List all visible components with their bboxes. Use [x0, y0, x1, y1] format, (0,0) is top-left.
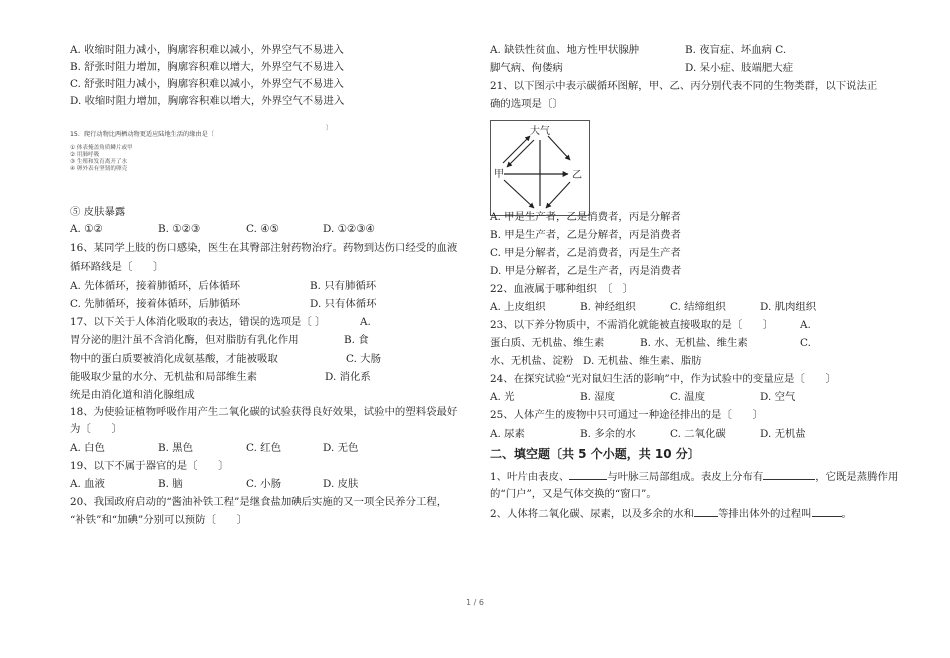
q23-option-c: 水、无机盐、淀粉 [490, 355, 574, 367]
q15-item-5: ⑤ 皮肤暴露 [70, 206, 126, 218]
q21-option-c: C. 甲是分解者，乙是消费者，丙是生产者 [490, 247, 681, 259]
q18-option-d: D. 无色 [323, 442, 359, 454]
q21-stem-1: 21、以下图示中表示碳循环图解，甲、乙、丙分别代表不同的生物类群，以下说法正 [490, 80, 878, 92]
q15-option-c: C. ④⑤ [246, 223, 279, 235]
q25-option-c: C. 二氧化碳 [670, 428, 726, 440]
q23-option-d: D. 无机盐、维生素、脂肪 [583, 355, 702, 367]
q15-item-4: ④ 卵外表有坚韧的卵壳 [70, 166, 128, 172]
q14-option-a: A. 收缩时阻力减小，胸廓容积难以减小，外界空气不易进入 [70, 44, 344, 56]
q15-option-b: B. ①②③ [158, 223, 201, 235]
arrow-left-to-atmosphere [503, 136, 530, 163]
q21-option-b: B. 甲是生产者，乙是分解者，丙是消费者 [490, 229, 681, 241]
q20-stem-2: “补铁”和“加碘”分别可以预防〔 〕 [70, 514, 248, 526]
q24-option-d: D. 空气 [760, 391, 796, 403]
q19-option-b: B. 脑 [158, 478, 183, 490]
fill-q2-blank-1[interactable] [694, 506, 718, 517]
section-2-title: 二、填空题〔共 5 个小题，共 10 分〕 [490, 447, 700, 461]
q15-stem: 15．爬行动物比两栖动物更适应陆地生活的缘由是〔 [70, 131, 214, 138]
q21-option-d: D. 甲是分解者，乙是生产者，丙是消费者 [490, 265, 682, 277]
q18-option-a: A. 白色 [70, 442, 105, 454]
q20-option-d: D. 呆小症、肢端肥大症 [685, 62, 794, 74]
q22-option-b: B. 神经组织 [580, 301, 636, 313]
q20-stem-1: 20、我国政府启动的“酱油补铁工程”是继食盐加碘后实施的又一项全民养分工程， [70, 496, 448, 508]
q20-option-b: B. 夜盲症、坏血病 C. [685, 44, 787, 56]
carbon-cycle-diagram [490, 120, 590, 216]
q15-bracket: 〕 [326, 125, 333, 132]
q14-option-d: D. 收缩时阻力增加，胸廓容积难以增大，外界空气不易进入 [70, 95, 345, 107]
q22-option-c: C. 结缔组织 [670, 301, 726, 313]
q23-option-c-label: C. [800, 337, 811, 349]
fill-q1-blank-1[interactable] [569, 469, 607, 480]
q17-option-c-label: C. 大肠 [346, 353, 381, 365]
q22-option-a: A. 上皮组织 [490, 301, 546, 313]
q17-option-d-label: D. 消化系 [325, 371, 371, 383]
q15-item-3: ③ 生殖和发育离开了水 [70, 159, 128, 165]
q22-option-d: D. 肌肉组织 [760, 301, 817, 313]
diagram-label-atmosphere: 大气 [530, 126, 550, 137]
diagram-label-yi: 乙 [572, 170, 582, 181]
q14-option-c: C. 舒张时阻力减小，胸廓容积难以减小，外界空气不易进入 [70, 78, 344, 90]
q21-option-a: A. 甲是生产者，乙是消费者，丙是分解者 [490, 211, 681, 223]
q18-option-c: C. 红色 [246, 442, 281, 454]
q19-stem: 19、以下不属于器官的是〔 〕 [70, 460, 229, 472]
arrow-right-to-bottom [546, 182, 570, 208]
fill-q2-text-2: 等排出体外的过程叫 [718, 508, 812, 520]
q15-option-d: D. ①②③④ [323, 223, 375, 235]
q16-option-c: C. 先肺循环，接着体循环，后肺循环 [70, 298, 241, 310]
q23-option-b: B. 水、无机盐、维生素 [640, 337, 748, 349]
q19-option-a: A. 血液 [70, 478, 105, 490]
q17-option-b-label: B. 食 [344, 334, 369, 346]
fill-q2-blank-2[interactable] [812, 506, 842, 517]
q25-option-d: D. 无机盐 [760, 428, 806, 440]
q18-stem-2: 为〔 〕 [70, 423, 122, 435]
q17-line-4: 能吸取少量的水分、无机盐和局部维生素 [70, 371, 258, 383]
q25-option-a: A. 尿素 [490, 428, 525, 440]
fill-q1-text-1: 1、叶片由表皮、 [490, 471, 570, 483]
fill-q2-text-1: 2、人体将二氧化碳、尿素，以及多余的水和 [490, 508, 695, 520]
fill-q2-text-3: 。 [841, 508, 852, 520]
q16-option-b: B. 只有肺循环 [310, 280, 377, 292]
q18-stem-1: 18、为使验证植物呼吸作用产生二氧化碳的试验获得良好效果，试验中的塑料袋最好 [70, 406, 458, 418]
q25-stem: 25、人体产生的废物中只可通过一种途径排出的是〔 〕 [490, 409, 763, 421]
fill-q1-line-1 [490, 469, 898, 484]
q16-stem-1: 16、某同学上肢的伤口感染，医生在其臀部注射药物治疗。药物到达伤口经受的血液 [70, 242, 458, 254]
arrow-atmosphere-to-left [507, 140, 534, 167]
fill-q2-line [490, 506, 852, 521]
q24-option-b: B. 湿度 [580, 391, 616, 403]
q22-stem: 22、血液属于哪种组织 〔 〕 [490, 283, 634, 295]
q21-stem-2: 确的选项是〔〕 [490, 98, 563, 110]
fill-q1-blank-2[interactable] [763, 469, 815, 480]
q24-stem: 24、在探究试验“光对鼠妇生活的影响”中，作为试验中的变量应是〔 〕 [490, 373, 836, 385]
q16-option-a: A. 先体循环，接着肺循环，后体循环 [70, 280, 240, 292]
q17-line-1: 17、以下关于人体消化吸取的表达，错误的选项是〔 〕 [70, 316, 326, 328]
q15-item-1: ① 体表掩盖角质鳞片或甲 [70, 145, 133, 151]
q17-line-3: 物中的蛋白质要被消化成氨基酸，才能被吸取 [70, 353, 278, 365]
arrow-left-to-bottom [504, 180, 534, 208]
q15-option-a: A. ①② [70, 223, 103, 235]
q23-option-a-label: A. [800, 319, 811, 331]
q20-option-c: 脚气病、佝偻病 [490, 62, 563, 74]
q24-option-c: C. 温度 [670, 391, 705, 403]
q16-option-d: D. 只有体循环 [310, 298, 377, 310]
q20-option-a: A. 缺铁性贫血、地方性甲状腺肿 [490, 44, 640, 56]
fill-q1-text-2: 与叶脉三局部组成。表皮上分布有 [607, 471, 764, 483]
diagram-label-jia: 甲 [494, 169, 504, 180]
fill-q1-line-2: 的“门户”，又是气体交换的“窗口”。 [490, 488, 657, 500]
q25-option-b: B. 多余的水 [580, 428, 636, 440]
q23-line-1: 23、以下养分物质中，不需消化就能被直接吸取的是〔 〕 [490, 319, 774, 331]
q24-option-a: A. 光 [490, 391, 515, 403]
q15-item-2: ② 用肺呼吸 [70, 152, 100, 158]
q23-option-a: 蛋白质、无机盐、维生素 [490, 337, 605, 349]
q17-line-5: 统是由消化道和消化腺组成 [70, 389, 195, 401]
q17-option-a-label: A. [360, 316, 371, 328]
fill-q1-text-3: ，它既是蒸腾作用 [815, 471, 899, 483]
q14-option-b: B. 舒张时阻力增加，胸廓容积难以增大，外界空气不易进入 [70, 61, 345, 73]
arrow-atmosphere-to-right [548, 136, 570, 160]
page-number: 1 / 6 [466, 598, 484, 607]
q19-option-d: D. 皮肤 [323, 478, 359, 490]
q19-option-c: C. 小肠 [246, 478, 281, 490]
q17-line-2: 胃分泌的胆汁虽不含消化酶，但对脂肪有乳化作用 [70, 334, 299, 346]
q16-stem-2: 循环路线是〔 〕 [70, 261, 164, 273]
q18-option-b: B. 黑色 [158, 442, 194, 454]
